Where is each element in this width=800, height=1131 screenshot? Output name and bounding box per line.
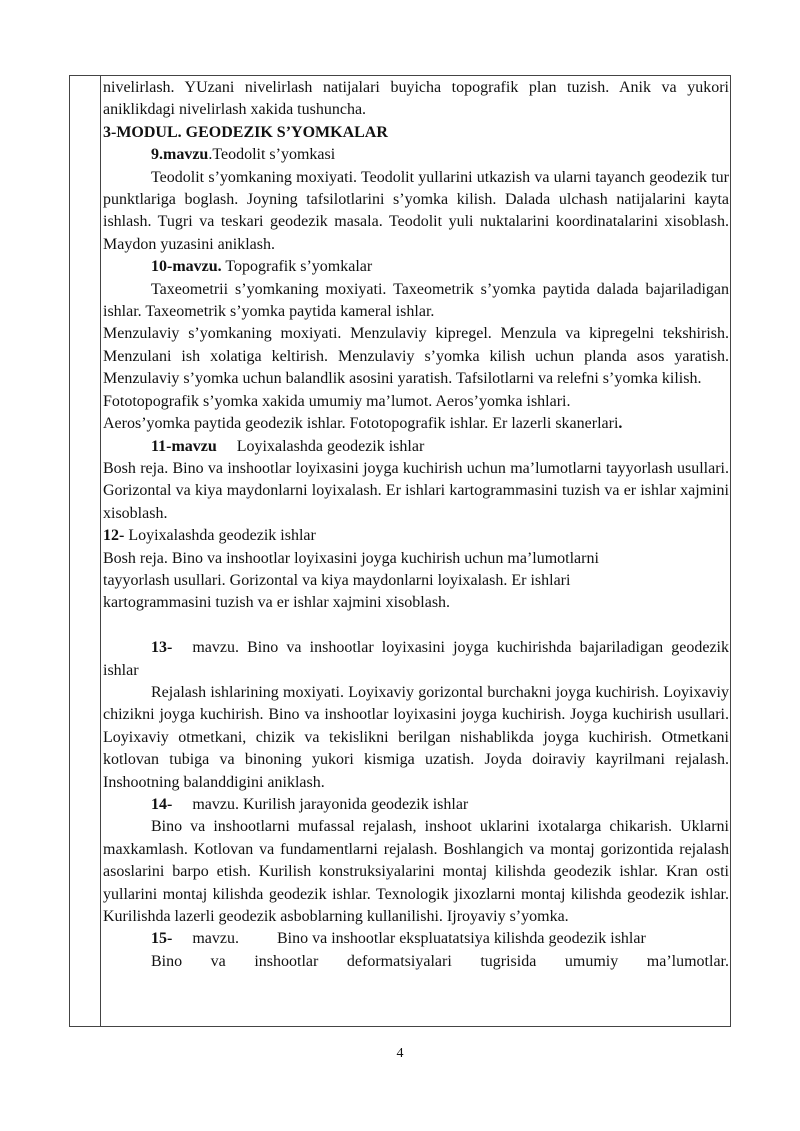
topic-14-title: mavzu. Kurilish jarayonida geodezik ishlar (192, 795, 469, 813)
topic-9-title: .Teodolit s’yomkasi (208, 146, 336, 164)
page-body (103, 77, 729, 973)
topic-15-heading (103, 928, 729, 950)
module-heading: 3-MODUL. GEODEZIK S’YOMKALAR (103, 123, 388, 141)
paragraph-nivelirlash: nivelirlash. YUzani nivelirlash natijalari buyicha topografik plan tuzish. Anik va yukori aniklikdagi nivelirlash xakida tushuncha. (103, 79, 729, 119)
topic-10-paragraph-2: Menzulaviy s’yomkaning moxiyati. Menzulaviy kipregel. Menzula va kipregelni tekshirish. Menzulani ish xolatiga keltirish. Menzulaviy s’yomka kilish uchun planda asos yaratish. Menzulaviy s’yomka uchun balandlik asosini yaratish. Tafsilotlarni va relefni s’yomka kilish. (103, 325, 729, 388)
topic-10-heading (103, 256, 729, 278)
topic-13-paragraph: Rejalash ishlarining moxiyati. Loyixaviy gorizontal burchakni joyga kuchirish. Loyixaviy chizikni joyga kuchirish. Bino va inshootlar loyixasini joyga kuchirish. Joyga kuchirish usullari. Loyixaviy otmetkani, chizik va tekislikni berilgan nishablikda joyga kuchirish. Otmetkani kotlovan tubiga va binoning yukori kismiga uzatish. Joyda doiraviy kayrilmani rejalash. Inshootning balanddigini aniklash. (103, 683, 729, 791)
topic-13-heading (103, 637, 729, 682)
topic-9-heading (103, 144, 729, 166)
blank-line (103, 615, 729, 637)
topic-10-number: 10-mavzu. (151, 258, 222, 276)
topic-13-number: 13- (151, 639, 173, 657)
topic-12-line-1: Bosh reja. Bino va inshootlar loyixasini joyga kuchirish uchun ma’lumotlarni (103, 549, 599, 567)
topic-11-paragraph: Bosh reja. Bino va inshootlar loyixasini joyga kuchirish uchun ma’lumotlarni tayyorlash usullari. Gorizontal va kiya maydonlarni loyixalash. Er ishlari kartogrammasini tuzish va er ishlar xajmini xisoblash. (103, 459, 729, 522)
table-column-divider (100, 75, 101, 1027)
topic-10-paragraph-4 (103, 413, 729, 435)
topic-12-heading (103, 525, 729, 547)
topic-9-paragraph: Teodolit s’yomkaning moxiyati. Teodolit yullarini utkazish va ularni tayanch geodezik tur punktlariga boglash. Joyning tafsilotlarini s’yomka kilish. Dalada ulchash natijalarini kayta ishlash. Tugri va teskari geodezik masala. Teodolit yuli nuktalarini koordinatalarini xisoblash. Maydon yuzasini aniklash. (103, 168, 729, 253)
topic-12-number: 12- (103, 527, 125, 545)
topic-11-heading (103, 436, 729, 458)
topic-12-line-3: kartogrammasini tuzish va er ishlar xajmini xisoblash. (103, 594, 451, 612)
topic-14-number: 14- (151, 795, 173, 813)
topic-11-number: 11-mavzu (151, 437, 217, 455)
topic-9-number: 9.mavzu (151, 146, 209, 164)
topic-10-paragraph-4-text: Aeros’yomka paytida geodezik ishlar. Fototopografik ishlar. Er lazerli skanerlari (103, 415, 619, 433)
page-number: 4 (396, 1046, 404, 1061)
topic-10-paragraph-1: Taxeometrii s’yomkaning moxiyati. Taxeometrik s’yomka paytida dalada bajariladigan ishlar. Taxeometrik s’yomka paytida kameral ishlar. (103, 280, 729, 321)
topic-15-label: mavzu. (192, 930, 239, 948)
topic-10-paragraph-4-end: . (618, 415, 623, 433)
topic-14-heading (103, 794, 729, 816)
topic-12-line-2: tayyorlash usullari. Gorizontal va kiya maydonlarni loyixalash. Er ishlari (103, 571, 571, 589)
topic-15-number: 15- (151, 930, 173, 948)
topic-10-paragraph-3: Fototopografik s’yomka xakida umumiy ma’lumot. Aeros’yomka ishlari. (103, 392, 571, 410)
topic-14-paragraph: Bino va inshootlarni mufassal rejalash, inshoot uklarini ixotalarga chikarish. Uklarni maxkamlash. Kotlovan va fundamentlarni rejalash. Boshlangich va montaj gorizontida rejalash asoslarini barpo etish. Kurilish konstruksiyalarini montaj kilishda geodezik ishlar. Kran osti yullarini montaj kilishda geodezik ishlar. Texnologik jixozlarni montaj kilishda geodezik ishlar. Kurilishda lazerli geodezik asboblarning kullanilishi. Ijroyaviy s’yomka. (103, 818, 729, 926)
topic-15-paragraph: Bino va inshootlar deformatsiyalari tugrisida umumiy ma’lumotlar. (151, 952, 729, 970)
topic-12-title: Loyixalashda geodezik ishlar (124, 527, 316, 545)
topic-15-title: Bino va inshootlar ekspluatatsiya kilishda geodezik ishlar (276, 930, 646, 948)
topic-13-title: mavzu. Bino va inshootlar loyixasini joyga kuchirishda bajariladigan geodezik ishlar (103, 639, 729, 679)
topic-11-title: Loyixalashda geodezik ishlar (236, 437, 425, 455)
topic-10-title: Topografik s’yomkalar (221, 258, 373, 276)
